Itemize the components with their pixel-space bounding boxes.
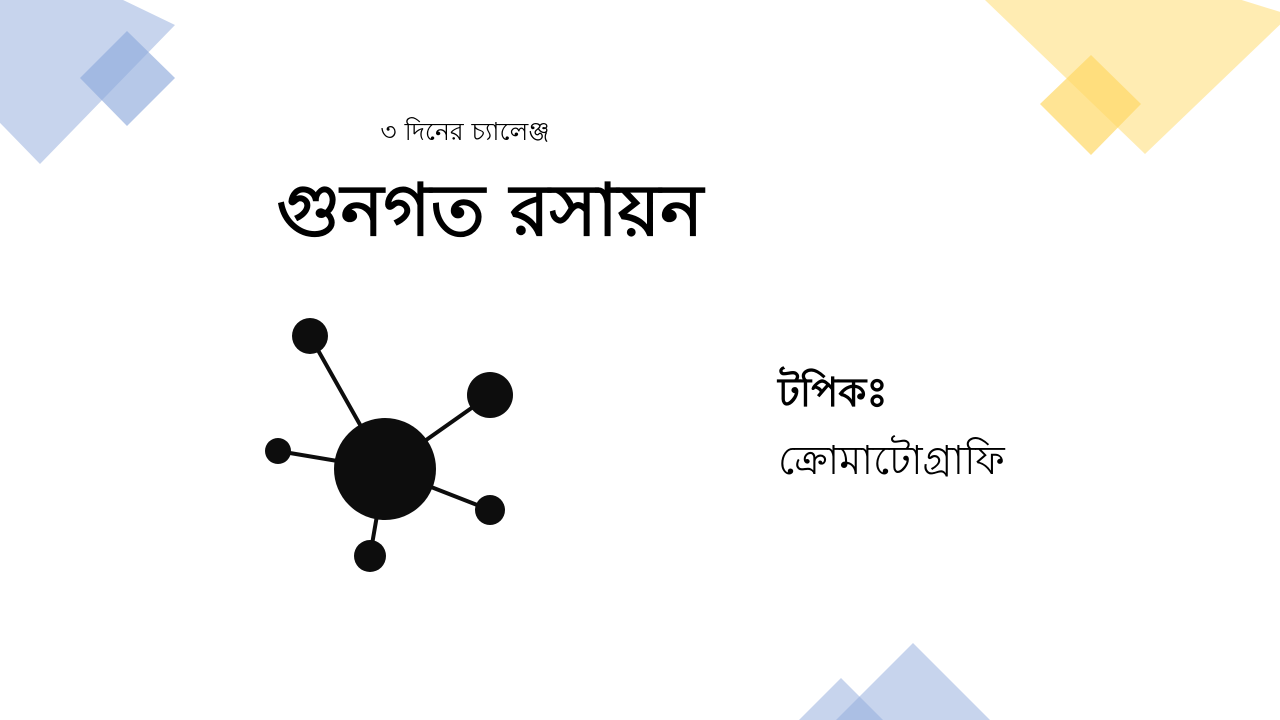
topic-label: টপিকঃ <box>778 370 888 416</box>
molecule-icon <box>255 305 525 585</box>
page-title: গুনগত রসায়ন <box>276 168 704 252</box>
deco-yellow-diamond-large <box>985 0 1280 154</box>
challenge-subtitle: ৩ দিনের চ্যালেঞ্জ <box>380 117 550 146</box>
topic-value: ক্রোমাটোগ্রাফি <box>778 438 1005 484</box>
